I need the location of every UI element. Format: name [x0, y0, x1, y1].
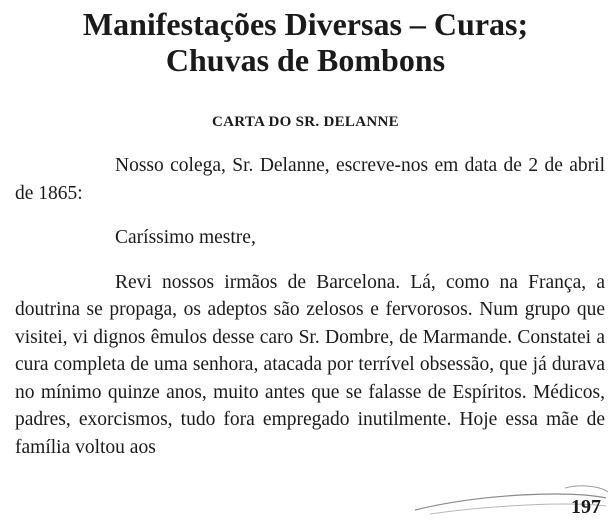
letter-heading: CARTA DO SR. DELANNE [212, 114, 399, 130]
paragraph-salutation: Caríssimo mestre, [115, 227, 256, 248]
page-number-flourish [0, 480, 611, 529]
page-number: 197 [571, 496, 601, 518]
paragraph-intro: Nosso colega, Sr. Delanne, escreve-nos em data de 2 de abril de 1865: [15, 155, 605, 204]
chapter-title-line-1: Manifestações Diversas – Curas; [82, 6, 529, 42]
chapter-title [0, 6, 611, 78]
chapter-title-line-2: Chuvas de Bombons [165, 42, 446, 78]
paragraph-letter-body: Revi nossos irmãos de Barcelona. Lá, como na França, a doutrina se propaga, os adeptos são zelosos e fervorosos. Num grupo que visitei, vi dignos êmulos desse caro Sr. Dombre, de Marmande. Constatei a cura completa de uma senhora, atacada por terrível obsessão, que já durava no mínimo quinze anos, muito antes que se falasse de Espíritos. Médicos, padres, exorcismos, tudo fora empregado inutilmente. Hoje essa mãe de família voltou aos [15, 271, 605, 458]
body-text [15, 152, 605, 461]
